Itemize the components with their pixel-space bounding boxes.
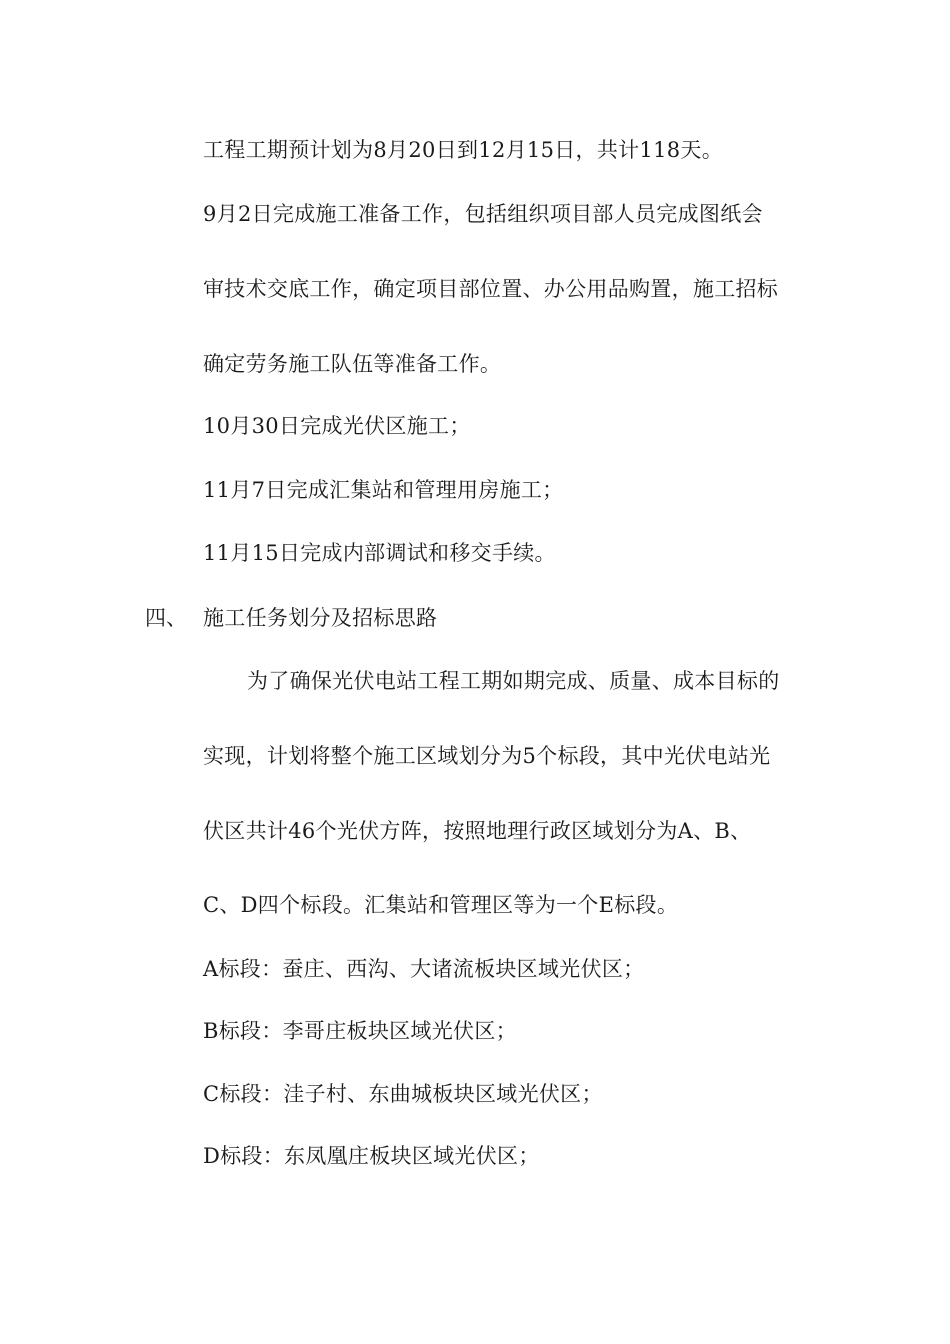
preparation-line-3: 确定劳务施工队伍等准备工作。 (203, 352, 502, 376)
segment-b: B标段：李哥庄板块区域光伏区； (203, 1019, 517, 1043)
station-milestone: 11月7日完成汇集站和管理用房施工； (203, 478, 564, 502)
segment-d: D标段：东凤凰庄板块区域光伏区； (203, 1144, 540, 1168)
segment-c: C标段：洼子村、东曲城板块区域光伏区； (203, 1082, 603, 1106)
section-title: 施工任务划分及招标思路 (203, 606, 438, 630)
paragraph-line-4: C、D四个标段。汇集站和管理区等为一个E标段。 (203, 893, 679, 917)
schedule-summary-line: 工程工期预计划为8月20日到12月15日，共计118天。 (203, 138, 724, 162)
pv-area-milestone: 10月30日完成光伏区施工； (203, 414, 471, 438)
paragraph-line-3: 伏区共计46个光伏方阵，按照地理行政区域划分为A、B、 (203, 819, 752, 843)
paragraph-line-1: 为了确保光伏电站工程工期如期完成、质量、成本目标的 (247, 669, 780, 693)
section-number: 四、 (145, 606, 187, 630)
preparation-line-1: 9月2日完成施工准备工作，包括组织项目部人员完成图纸会 (203, 202, 763, 226)
segment-a: A标段：蚕庄、西沟、大诸流板块区域光伏区； (203, 957, 645, 981)
preparation-line-2: 审技术交底工作，确定项目部位置、办公用品购置，施工招标 (203, 277, 779, 301)
commissioning-milestone: 11月15日完成内部调试和移交手续。 (203, 541, 556, 565)
paragraph-line-2: 实现，计划将整个施工区域划分为5个标段，其中光伏电站光 (203, 744, 771, 768)
